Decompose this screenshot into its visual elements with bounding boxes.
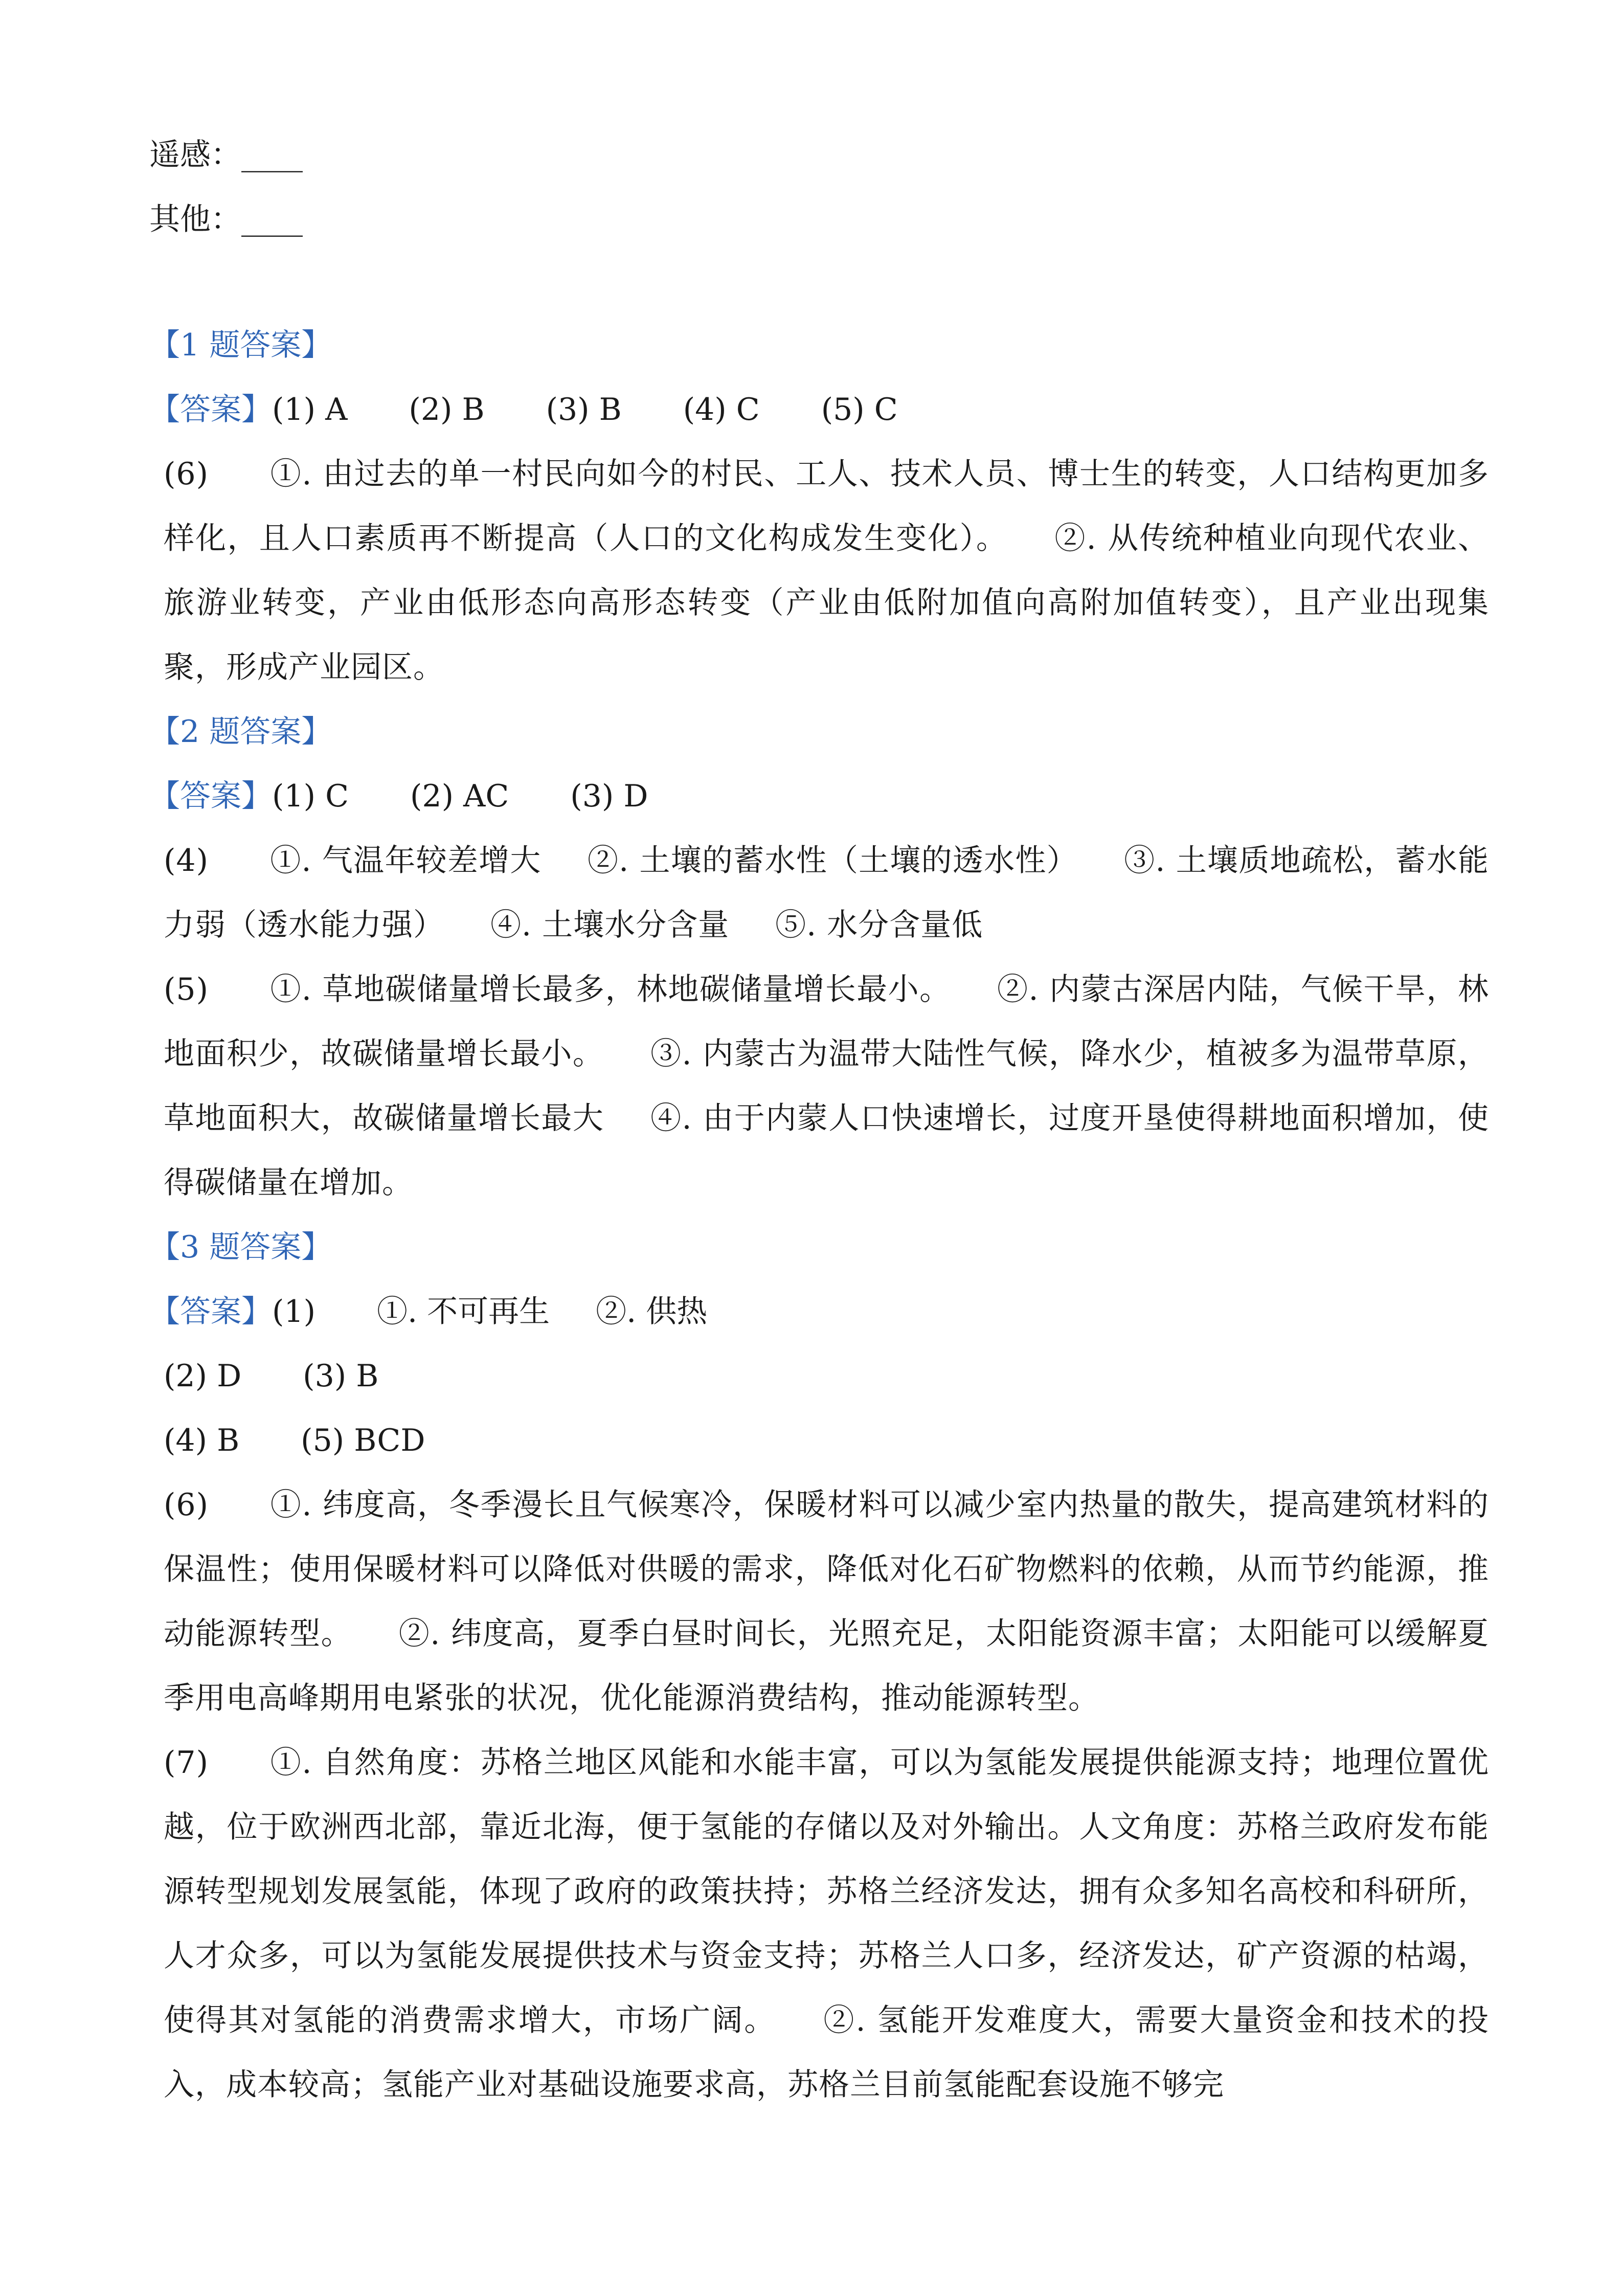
q2-p5-item-3: ③. 内蒙古为温带大陆性气候，降水少，植被多为温带草原，草地面积大，故碳储量增长最大 xyxy=(164,1036,1489,1136)
q1-heading: 【1 题答案】 xyxy=(149,327,332,363)
q2-p4-item-2: ②. 土壤的蓄水性（土壤的透水性） xyxy=(587,843,1078,879)
q1-p6-b: ②. 从传统种植业向现代农业、旅游业转变，产业由低形态向高形态转变（产业由低附加值向高附加值转变），且产业出现集聚，形成产业园区。 xyxy=(164,521,1489,685)
q2-part4 xyxy=(149,828,1489,957)
q3-p1-num: (1) xyxy=(272,1294,315,1330)
q3-row3 xyxy=(149,1408,1489,1473)
q2-p4-item-1: ①. 气温年较差增大 xyxy=(270,843,542,879)
document-page xyxy=(149,123,1489,2117)
q1-p6-a: ①. 由过去的单一村民向如今的村民、工人、技术人员、博士生的转变，人口结构更加多样化，且人口素质再不断提高（人口的文化构成发生变化）。 xyxy=(164,456,1489,556)
spacer xyxy=(149,252,1489,313)
q3-p6-num: (6) xyxy=(164,1487,209,1523)
q1-answer-row xyxy=(149,377,1489,442)
q3-p7-num: (7) xyxy=(164,1745,209,1781)
q3-mc-3: (3) B xyxy=(303,1358,379,1394)
q3-part6 xyxy=(149,1473,1489,1730)
q1-mc-2: (2) B xyxy=(409,392,485,427)
q3-mc-2: (2) D xyxy=(164,1358,242,1394)
q2-part5 xyxy=(149,957,1489,1215)
q2-p4-item-4: ④. 土壤水分含量 xyxy=(490,907,730,943)
q2-mc-2: (2) AC xyxy=(410,778,509,814)
q2-p5-item-1: ①. 草地碳储量增长最多，林地碳储量增长最小。 xyxy=(270,972,951,1007)
q3-mc-4: (4) B xyxy=(164,1423,240,1458)
q1-part6 xyxy=(149,442,1489,700)
q2-mc-1: (1) C xyxy=(272,778,349,814)
q2-answer-tag: 【答案】 xyxy=(149,778,272,814)
q2-p4-item-5: ⑤. 水分含量低 xyxy=(775,907,983,943)
q1-mc-5: (5) C xyxy=(821,392,898,427)
q2-mc-3: (3) D xyxy=(570,778,648,814)
q3-p6-b: ②. 纬度高，夏季白昼时间长，光照充足，太阳能资源丰富；太阳能可以缓解夏季用电高峰期用电紧张的状况，优化能源消费结构，推动能源转型。 xyxy=(164,1616,1489,1716)
q2-p5-num: (5) xyxy=(164,972,209,1007)
q2-heading: 【2 题答案】 xyxy=(149,714,332,750)
q3-answer-tag: 【答案】 xyxy=(149,1294,272,1330)
q2-p5-item-2: ②. 内蒙古深居内陆，气候干旱，林地面积少，故碳储量增长最小。 xyxy=(164,972,1489,1072)
q2-p4-item-3: ③. 土壤质地疏松，蓄水能力弱（透水能力强） xyxy=(164,843,1489,943)
q3-answer-row xyxy=(149,1279,1489,1344)
remote-sensing-line: 遥感：____ xyxy=(149,137,303,173)
q1-mc-3: (3) B xyxy=(546,392,622,427)
q1-mc-1: (1) A xyxy=(272,392,348,427)
q3-heading: 【3 题答案】 xyxy=(149,1229,332,1265)
q2-p4-num: (4) xyxy=(164,843,209,879)
q1-p6-num: (6) xyxy=(164,456,209,492)
q1-mc-4: (4) C xyxy=(683,392,760,427)
q3-p6-a: ①. 纬度高，冬季漫长且气候寒冷，保暖材料可以减少室内热量的散失，提高建筑材料的保温性；使用保暖材料可以降低对供暖的需求，降低对化石矿物燃料的依赖，从而节约能源，推动能源转型。 xyxy=(164,1487,1489,1652)
q3-part7 xyxy=(149,1730,1489,2117)
other-line: 其他：____ xyxy=(149,201,303,237)
q2-answer-row xyxy=(149,764,1489,828)
q3-p1-item-2: ②. 供热 xyxy=(596,1294,708,1330)
q3-p7-b: ②. 氢能开发难度大，需要大量资金和技术的投入，成本较高；氢能产业对基础设施要求高，苏格兰目前氢能配套设施不够完 xyxy=(164,2002,1489,2103)
q3-p7-a: ①. 自然角度：苏格兰地区风能和水能丰富，可以为氢能发展提供能源支持；地理位置优越，位于欧洲西北部，靠近北海，便于氢能的存储以及对外输出。人文角度：苏格兰政府发布能源转型规划发展氢能，体现了政府的政策扶持；苏格兰经济发达，拥有众多知名高校和科研所，人才众多，可以为氢能发展提供技术与资金支持；苏格兰人口多，经济发达，矿产资源的枯竭，使得其对氢能的消费需求增大，市场广阔。 xyxy=(164,1745,1489,2038)
q3-row2 xyxy=(149,1344,1489,1408)
q1-answer-tag: 【答案】 xyxy=(149,392,272,427)
q3-p1-item-1: ①. 不可再生 xyxy=(377,1294,550,1330)
q2-p5-item-4: ④. 由于内蒙人口快速增长，过度开垦使得耕地面积增加，使得碳储量在增加。 xyxy=(164,1100,1489,1201)
q3-mc-5: (5) BCD xyxy=(301,1423,425,1458)
